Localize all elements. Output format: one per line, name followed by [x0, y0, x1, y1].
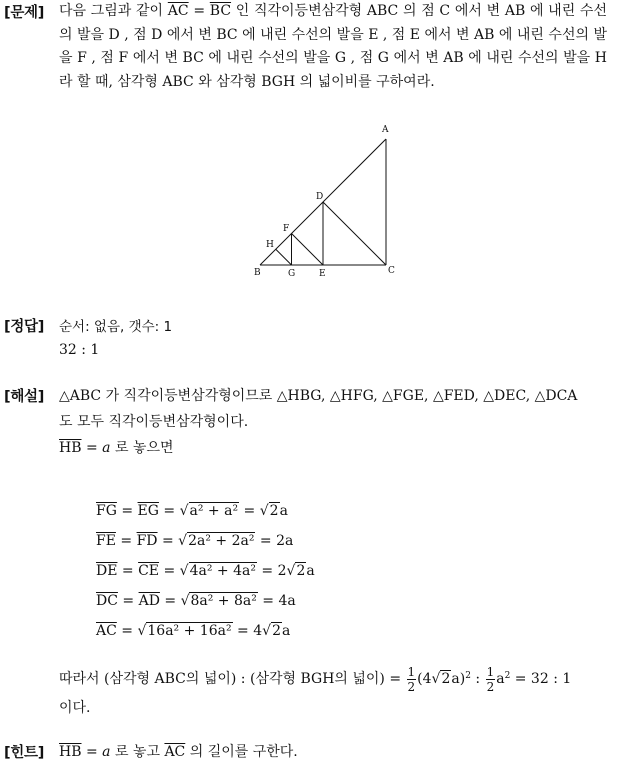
fraction-half	[486, 666, 496, 693]
eq-left-1: $\overline{DC}$	[96, 593, 118, 609]
sqrt-result: √2	[286, 563, 306, 579]
eq-left-1: $\overline{AC}$	[96, 623, 117, 639]
fraction-denominator: 2	[407, 679, 416, 694]
solution-text-part: 로 놓으면	[110, 440, 174, 456]
conclusion-line	[59, 664, 571, 694]
conclusion-text: a)	[451, 671, 466, 687]
sqrt-expr: √a² + a²	[179, 503, 239, 519]
exponent: 2	[465, 671, 471, 681]
eq-left-1: $\overline{FE}$	[96, 533, 116, 549]
var-a: a	[102, 440, 111, 456]
fraction-numerator: 1	[486, 664, 495, 679]
equation-row: $\overline{DC} = \overline{AD} = √8a^2 + 8a^2 = 4a$	[96, 593, 296, 609]
sqrt-expr: √8a² + 8a²	[180, 593, 257, 609]
segment-cd	[323, 202, 386, 265]
eq-result-prefix: 2a	[276, 533, 294, 549]
label-e: E	[319, 269, 326, 279]
radicand: 16a² + 16a²	[147, 623, 232, 639]
problem-label: [문제]	[4, 5, 45, 21]
answer-meta: 순서: 없음, 갯수: 1	[59, 319, 173, 335]
conclusion-end: 이다.	[59, 700, 91, 716]
radicand: 2	[272, 623, 281, 639]
ratio-colon: :	[470, 671, 485, 687]
eq-result-prefix: 2	[277, 563, 287, 579]
equation-row: $\overline{FE} = \overline{FD} = √2a^2 + 2a^2 = 2a$	[96, 533, 294, 549]
segment-ac: $\overline{AC}$	[167, 3, 189, 19]
segment-ef	[292, 234, 324, 266]
hint-text-part: 로 놓고	[110, 744, 165, 760]
radicand: 2	[441, 671, 451, 687]
equals-sign: =	[81, 440, 103, 456]
radicand: a² + a²	[189, 503, 239, 519]
equals-sign: =	[81, 744, 103, 760]
eq-left-2: $\overline{FD}$	[136, 533, 158, 549]
radicand: 2	[269, 503, 279, 519]
hint-text	[59, 741, 298, 761]
radicand: 2	[296, 563, 306, 579]
problem-text	[59, 0, 607, 94]
equation-row: $\overline{DE} = \overline{CE} = √4a^2 + 4a^2 = 2√2a$	[96, 563, 315, 579]
segment-ac: $\overline{AC}$	[164, 744, 186, 760]
conclusion-text: = 32 : 1	[510, 671, 572, 687]
label-a: A	[382, 125, 389, 135]
problem-text-part: 인 직각이등변삼각형 ABC 의 점 C 에서 변 AB 에 내린 수선의 발을 D , 점 D 에서 변 BC 에 내린 수선의 발을 E , 점 E 에서 변 AB 에 내린 수선의 발을 F , 점 F 에서 변 BC 에 내린 수선의 발을 G , 점 G 에서 변 AB 에 내린 수선의 발을 H 라 할 때, 삼각형 ABC 와 삼각형 BGH 의 넓이비를 구하여라.	[59, 3, 607, 90]
solution-line-3	[59, 437, 174, 457]
answer-label: [정답]	[4, 319, 45, 335]
problem-text-part: 다음 그림과 같이	[59, 3, 168, 19]
eq-result-suffix: a	[281, 623, 291, 639]
eq-result-prefix: 4	[253, 623, 263, 639]
fraction-numerator: 1	[407, 664, 416, 679]
eq-result-suffix: a	[279, 503, 288, 519]
fraction-denominator: 2	[486, 679, 495, 694]
sqrt-result: √2	[259, 503, 279, 519]
eq-result-suffix: a	[306, 563, 315, 579]
triangle-figure	[245, 120, 405, 285]
segment-hb: $\overline{HB}$	[59, 440, 82, 456]
sqrt-expr: √2a² + 2a²	[178, 533, 255, 549]
segment-bc: $\overline{BC}$	[209, 3, 232, 19]
radicand: 4a² + 4a²	[189, 563, 256, 579]
equation-row: $\overline{FG} = \overline{EG} = √a^2 + a^2 = √2a$	[96, 503, 288, 519]
conclusion-text: 따라서 (삼각형 ABC의 넓이) : (삼각형 BGH의 넓이) =	[59, 671, 406, 687]
label-g: G	[288, 269, 296, 279]
solution-line-1: △ABC 가 직각이등변삼각형이므로 △HBG, △HFG, △FGE, △FED, △DEC, △DCA	[59, 388, 578, 404]
eq-left-2: $\overline{AD}$	[138, 593, 160, 609]
label-d: D	[316, 192, 324, 202]
sqrt-result: √2	[262, 623, 281, 639]
sqrt-expr: √4a² + 4a²	[179, 563, 256, 579]
segment-gh	[276, 249, 292, 265]
label-c: C	[388, 266, 395, 276]
label-h: H	[266, 240, 274, 250]
equals-sign: =	[188, 3, 210, 19]
fraction-half	[407, 666, 417, 693]
radicand: 2a² + 2a²	[188, 533, 255, 549]
equation-row: $\overline{AC} = √16a^2 + 16a^2 = 4√2a$	[96, 623, 291, 639]
segment-hb: $\overline{HB}$	[59, 744, 82, 760]
label-f: F	[283, 224, 290, 234]
answer-value: 32 : 1	[59, 342, 100, 358]
eq-result-prefix: 4a	[278, 593, 296, 609]
eq-left-2: $\overline{EG}$	[137, 503, 159, 519]
sqrt-expr: √16a² + 16a²	[137, 623, 232, 639]
eq-left-1: $\overline{DE}$	[96, 563, 118, 579]
radicand: 8a² + 8a²	[190, 593, 257, 609]
var-a: a	[102, 744, 111, 760]
hint-label: [힌트]	[4, 745, 45, 761]
conclusion-text: a	[496, 671, 505, 687]
exponent: 2	[504, 671, 511, 681]
hint-text-part: 의 길이를 구한다.	[185, 744, 298, 760]
conclusion-text: (4	[417, 671, 432, 687]
solution-label: [해설]	[4, 389, 45, 405]
eq-left-2: $\overline{CE}$	[138, 563, 160, 579]
sqrt-expr: √2	[431, 671, 451, 687]
solution-line-2: 도 모두 직각이등변삼각형이다.	[59, 414, 249, 430]
label-b: B	[254, 268, 261, 278]
eq-left-1: $\overline{FG}$	[96, 503, 117, 519]
